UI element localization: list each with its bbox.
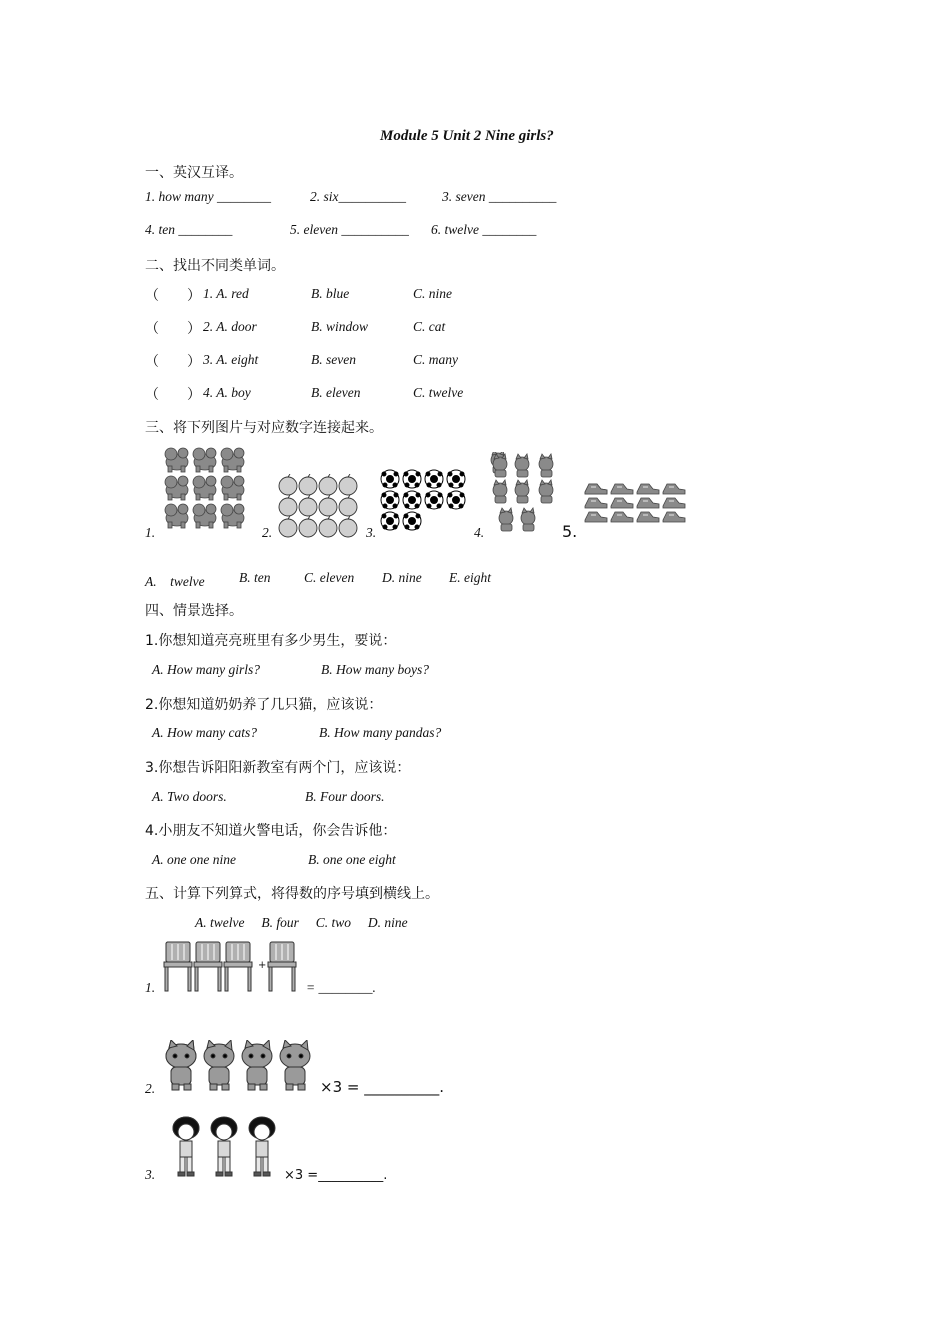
s2-option: C. many <box>413 352 458 367</box>
boys-picture <box>170 1116 282 1182</box>
footballs-picture <box>380 469 470 533</box>
s1-item: 2. six__________ <box>310 189 406 204</box>
s2-option: B. seven <box>311 352 356 367</box>
s4-option: A. Two doors. <box>152 789 227 804</box>
s3-option: B. ten <box>239 570 271 585</box>
answer-paren: （ ） <box>145 354 201 370</box>
answer-paren: （ ） <box>145 288 201 304</box>
s2-option: C. twelve <box>413 385 464 400</box>
s5-tail: = ________. <box>306 980 376 995</box>
s2-option: C. cat <box>413 319 446 334</box>
kittens-picture <box>488 452 560 534</box>
answer-paren: （ ） <box>145 387 201 403</box>
s3-option: A. twelve <box>145 574 205 589</box>
s1-item: 1. how many ________ <box>145 189 271 204</box>
s5-tail: ×3 = __________. <box>320 1078 444 1096</box>
answer-paren: （ ） <box>145 321 201 337</box>
s4-option: B. one one eight <box>308 852 396 867</box>
s2-option: C. nine <box>413 286 452 301</box>
s4-question: 1.你想知道亮亮班里有多少男生，要说： <box>145 633 397 649</box>
s2-option: 1. A. red <box>203 286 249 301</box>
s1-item: 4. ten ________ <box>145 222 233 237</box>
dogs-picture <box>163 446 249 532</box>
s5-label: 3. <box>145 1167 156 1182</box>
s4-option: A. How many girls? <box>152 662 260 677</box>
s3-option: D. nine <box>382 570 422 585</box>
s1-item: 5. eleven __________ <box>290 222 409 237</box>
s4-option: B. Four doors. <box>305 789 385 804</box>
s3-option: E. eight <box>449 570 491 585</box>
s2-option: B. eleven <box>311 385 361 400</box>
shoes-picture <box>583 480 691 530</box>
s1-item: 6. twelve ________ <box>431 222 537 237</box>
s2-option: 4. A. boy <box>203 385 251 400</box>
picture-label: 4. <box>474 525 485 540</box>
s2-option: B. blue <box>311 286 350 301</box>
s1-item: 3. seven __________ <box>442 189 557 204</box>
page-title: Module 5 Unit 2 Nine girls? <box>380 128 554 144</box>
section-2-heading: 二、找出不同类单词。 <box>145 258 285 274</box>
section-5-heading: 五、计算下列算式，将得数的序号填到横线上。 <box>145 886 439 902</box>
section-1-heading: 一、英汉互译。 <box>145 165 243 181</box>
s4-question: 4.小朋友不知道火警电话，你会告诉他： <box>145 823 397 839</box>
s5-label: 1. <box>145 980 156 995</box>
section-4-heading: 四、情景选择。 <box>145 603 243 619</box>
plus-sign: + <box>258 960 267 971</box>
s4-option: B. How many pandas? <box>319 725 442 740</box>
s4-question: 2.你想知道奶奶养了几只猫，应该说： <box>145 697 383 713</box>
s5-options: A. twelve B. four C. two D. nine <box>195 915 408 930</box>
s5-tail: ×3 =__________. <box>284 1168 388 1183</box>
s4-question: 3.你想告诉阳阳新教室有两个门，应该说： <box>145 760 411 776</box>
s4-option: B. How many boys? <box>321 662 429 677</box>
picture-label: 5. <box>562 522 578 541</box>
picture-label: 3. <box>366 525 377 540</box>
s4-option: A. one one nine <box>152 852 236 867</box>
s2-option: B. window <box>311 319 369 334</box>
chairs-picture <box>162 940 302 996</box>
apples-picture <box>278 474 362 538</box>
picture-label: 2. <box>262 525 273 540</box>
s5-label: 2. <box>145 1081 156 1096</box>
s2-option: 3. A. eight <box>203 352 259 367</box>
section-3-heading: 三、将下列图片与对应数字连接起来。 <box>145 420 383 436</box>
picture-label: 1. <box>145 525 156 540</box>
hello-kitty-picture <box>163 1040 319 1096</box>
s4-option: A. How many cats? <box>152 725 257 740</box>
s2-option: 2. A. door <box>203 319 257 334</box>
s3-option: C. eleven <box>304 570 355 585</box>
